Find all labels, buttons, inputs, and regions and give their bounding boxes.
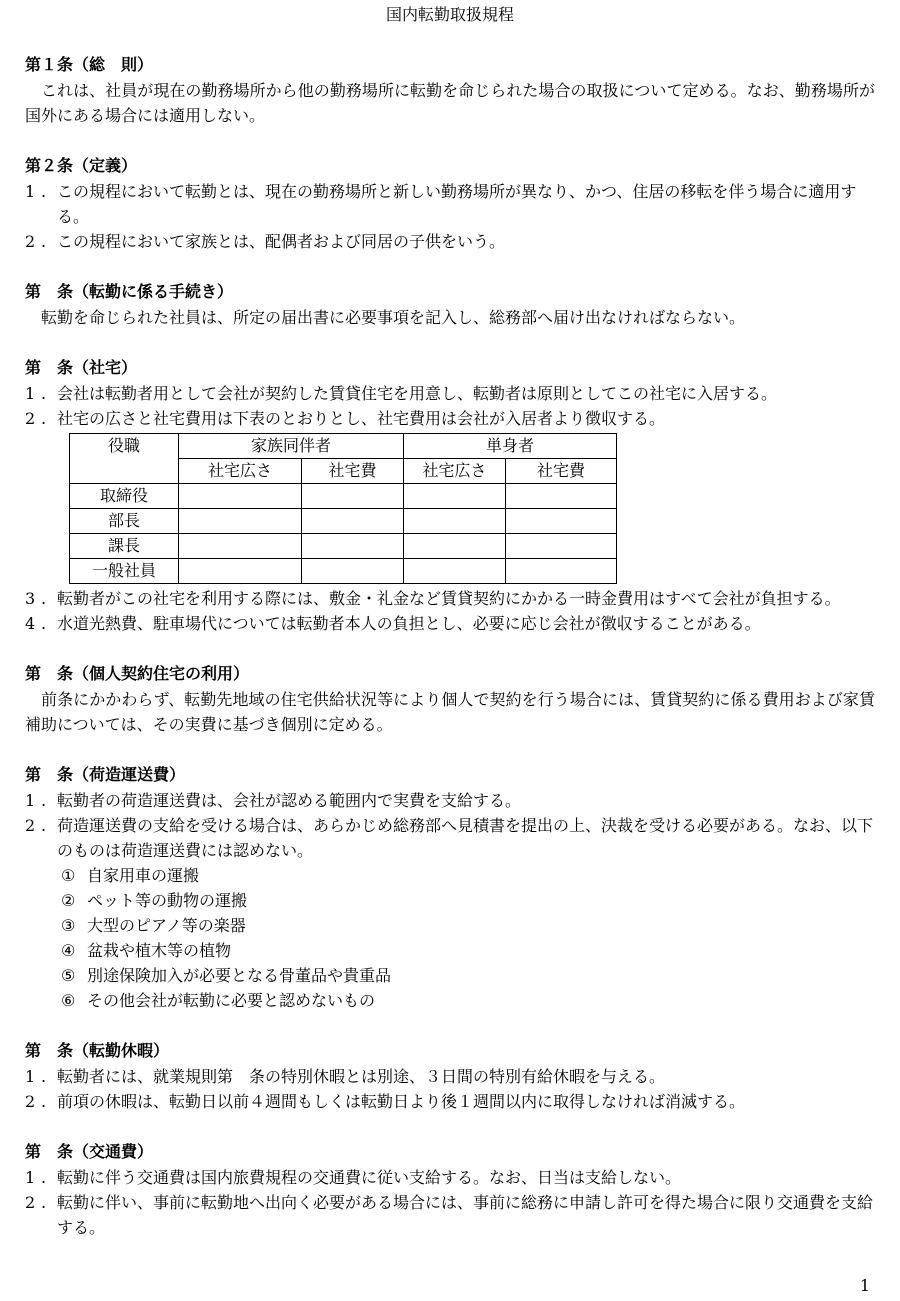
table-cell[interactable]	[506, 509, 617, 534]
subitem-text: その他会社が転勤に必要と認めないもの	[87, 991, 376, 1010]
article-general	[25, 52, 875, 128]
list-item: 1 . 転勤に伴う交通費は国内旅費規程の交通費に従い支給する。なお、日当は支給しない。	[25, 1165, 875, 1190]
document-page	[25, 0, 875, 1240]
table-cell[interactable]	[302, 484, 404, 509]
list-subitem	[25, 863, 875, 888]
article-procedure	[25, 279, 875, 330]
table-subheader-cost: 社宅費	[302, 459, 404, 484]
subitem-text: ペット等の動物の運搬	[87, 891, 248, 910]
table-cell[interactable]	[302, 534, 404, 559]
article-moving-costs	[25, 762, 875, 1013]
list-item: 2 . この規程において家族とは、配偶者および同居の子供をいう。	[25, 229, 875, 254]
article-transport-costs	[25, 1139, 875, 1240]
list-item: 1 . この規程において転勤とは、現在の勤務場所と新しい勤務場所が異なり、かつ、住居の移転を伴う場合に適用する。	[25, 179, 875, 229]
article-heading: 第２条（定義）	[25, 156, 138, 175]
article-paragraph: これは、社員が現在の勤務場所から他の勤務場所に転勤を命じられた場合の取扱について定める。なお、勤務場所が国外にある場合には適用しない。	[25, 81, 875, 125]
item-text: 荷造運送費の支給を受ける場合は、あらかじめ総務部へ見積書を提出の上、決裁を受ける必要がある。なお、以下のものは荷造運送費には認めない。	[57, 816, 874, 860]
item-number: 1	[25, 1168, 36, 1187]
subitem-text: 盆栽や植木等の植物	[87, 941, 232, 960]
table-cell[interactable]	[506, 484, 617, 509]
subitem-marker: ①	[61, 866, 76, 885]
article-private-housing	[25, 661, 875, 737]
list-item: 2 . 荷造運送費の支給を受ける場合は、あらかじめ総務部へ見積書を提出の上、決裁を受ける必要がある。なお、以下のものは荷造運送費には認めない。	[25, 813, 875, 863]
table-cell[interactable]	[302, 559, 404, 584]
item-number: 4	[25, 614, 36, 633]
article-heading: 第 条（交通費）	[25, 1142, 154, 1161]
table-header-position: 役職	[70, 434, 179, 484]
article-paragraph: 前条にかかわらず、転勤先地域の住宅供給状況等により個人で契約を行う場合には、賃貸契約に係る費用および家賃補助については、その実費に基づき個別に定める。	[25, 690, 875, 734]
item-text: この規程において転勤とは、現在の勤務場所と新しい勤務場所が異なり、かつ、住居の移転を伴う場合に適用する。	[57, 182, 857, 226]
table-cell[interactable]	[404, 484, 506, 509]
table-row-label: 部長	[70, 509, 179, 534]
document-title: 国内転勤取扱規程	[385, 5, 514, 24]
list-item: 1 . 会社は転勤者用として会社が契約した賃貸住宅を用意し、転勤者は原則としてこの社宅に入居する。	[25, 381, 875, 406]
table-cell[interactable]	[179, 509, 302, 534]
table-cell[interactable]	[179, 534, 302, 559]
housing-table	[69, 433, 617, 584]
table-row-label: 課長	[70, 534, 179, 559]
list-subitem	[25, 913, 875, 938]
table-header-family: 家族同伴者	[179, 434, 404, 459]
item-text: この規程において家族とは、配偶者および同居の子供をいう。	[57, 232, 506, 251]
table-subheader-cost: 社宅費	[506, 459, 617, 484]
item-number: 2	[25, 816, 36, 835]
list-item: 1 . 転勤者には、就業規則第 条の特別休暇とは別途、３日間の特別有給休暇を与える。	[25, 1064, 875, 1089]
table-subheader-area: 社宅広さ	[404, 459, 506, 484]
list-subitem	[25, 963, 875, 988]
subitem-marker: ⑤	[61, 966, 76, 985]
list-item: 2 . 転勤に伴い、事前に転勤地へ出向く必要がある場合には、事前に総務に申請し許可を得た場合に限り交通費を支給する。	[25, 1190, 875, 1240]
table-row-label: 一般社員	[70, 559, 179, 584]
subitem-text: 自家用車の運搬	[87, 866, 200, 885]
item-text: 社宅の広さと社宅費用は下表のとおりとし、社宅費用は会社が入居者より徴収する。	[57, 409, 666, 428]
article-transfer-leave	[25, 1038, 875, 1114]
item-text: 転勤に伴い、事前に転勤地へ出向く必要がある場合には、事前に総務に申請し許可を得た場合に限り交通費を支給する。	[57, 1193, 874, 1237]
article-heading: 第 条（転勤休暇）	[25, 1041, 170, 1060]
table-cell[interactable]	[404, 534, 506, 559]
item-number: 1	[25, 1067, 36, 1086]
article-heading: 第 条（転勤に係る手続き）	[25, 282, 234, 301]
article-heading: 第 条（荷造運送費）	[25, 765, 186, 784]
item-number: 2	[25, 409, 36, 428]
table-row	[70, 534, 617, 559]
item-number: 2	[25, 1193, 36, 1212]
item-number: 2	[25, 232, 36, 251]
article-heading: 第１条（総 則）	[25, 55, 154, 74]
table-cell[interactable]	[404, 509, 506, 534]
table-row	[70, 509, 617, 534]
table-subheader-area: 社宅広さ	[179, 459, 302, 484]
article-heading: 第 条（個人契約住宅の利用）	[25, 664, 250, 683]
subitem-marker: ④	[61, 941, 76, 960]
list-item: 2 . 社宅の広さと社宅費用は下表のとおりとし、社宅費用は会社が入居者より徴収する。	[25, 406, 875, 431]
item-text: 水道光熱費、駐車場代については転勤者本人の負担とし、必要に応じ会社が徴収することがある。	[57, 614, 761, 633]
subitem-marker: ②	[61, 891, 76, 910]
subitem-text: 別途保険加入が必要となる骨董品や貴重品	[87, 966, 392, 985]
table-cell[interactable]	[179, 484, 302, 509]
item-text: 転勤者の荷造運送費は、会社が認める範囲内で実費を支給する。	[57, 791, 522, 810]
list-item: 1 . 転勤者の荷造運送費は、会社が認める範囲内で実費を支給する。	[25, 788, 875, 813]
table-cell[interactable]	[179, 559, 302, 584]
subitem-text: 大型のピアノ等の楽器	[87, 916, 246, 935]
table-cell[interactable]	[404, 559, 506, 584]
item-text: 転勤者には、就業規則第 条の特別休暇とは別途、３日間の特別有給休暇を与える。	[57, 1067, 666, 1086]
list-subitem	[25, 988, 875, 1013]
table-cell[interactable]	[506, 559, 617, 584]
table-row-label: 取締役	[70, 484, 179, 509]
item-text: 会社は転勤者用として会社が契約した賃貸住宅を用意し、転勤者は原則としてこの社宅に入居する。	[57, 384, 778, 403]
article-paragraph: 転勤を命じられた社員は、所定の届出書に必要事項を記入し、総務部へ届け出なければならない。	[41, 308, 746, 327]
list-item: 4 . 水道光熱費、駐車場代については転勤者本人の負担とし、必要に応じ会社が徴収することがある。	[25, 611, 875, 636]
article-company-housing	[25, 355, 875, 636]
page-number: 1	[859, 1276, 870, 1295]
article-heading: 第 条（社宅）	[25, 358, 138, 377]
article-definition	[25, 153, 875, 254]
subitem-marker: ⑥	[61, 991, 76, 1010]
item-text: 転勤者がこの社宅を利用する際には、敷金・礼金など賃貸契約にかかる一時金費用はすべて会社が負担する。	[57, 589, 841, 608]
item-text: 前項の休暇は、転勤日以前４週間もしくは転勤日より後１週間以内に取得しなければ消滅する。	[57, 1092, 746, 1111]
item-number: 1	[25, 384, 36, 403]
table-row	[70, 559, 617, 584]
item-text: 転勤に伴う交通費は国内旅費規程の交通費に従い支給する。なお、日当は支給しない。	[57, 1168, 682, 1187]
item-number: 1	[25, 791, 36, 810]
list-subitem	[25, 938, 875, 963]
item-number: 1	[25, 182, 36, 201]
table-header-single: 単身者	[404, 434, 617, 459]
subitem-marker: ③	[61, 916, 76, 935]
list-item: 3 . 転勤者がこの社宅を利用する際には、敷金・礼金など賃貸契約にかかる一時金費用はすべて会社が負担する。	[25, 586, 875, 611]
list-item: 2 . 前項の休暇は、転勤日以前４週間もしくは転勤日より後１週間以内に取得しなければ消滅する。	[25, 1089, 875, 1114]
list-subitem	[25, 888, 875, 913]
table-cell[interactable]	[302, 509, 404, 534]
table-cell[interactable]	[506, 534, 617, 559]
table-row	[70, 484, 617, 509]
item-number: 3	[25, 589, 36, 608]
item-number: 2	[25, 1092, 36, 1111]
